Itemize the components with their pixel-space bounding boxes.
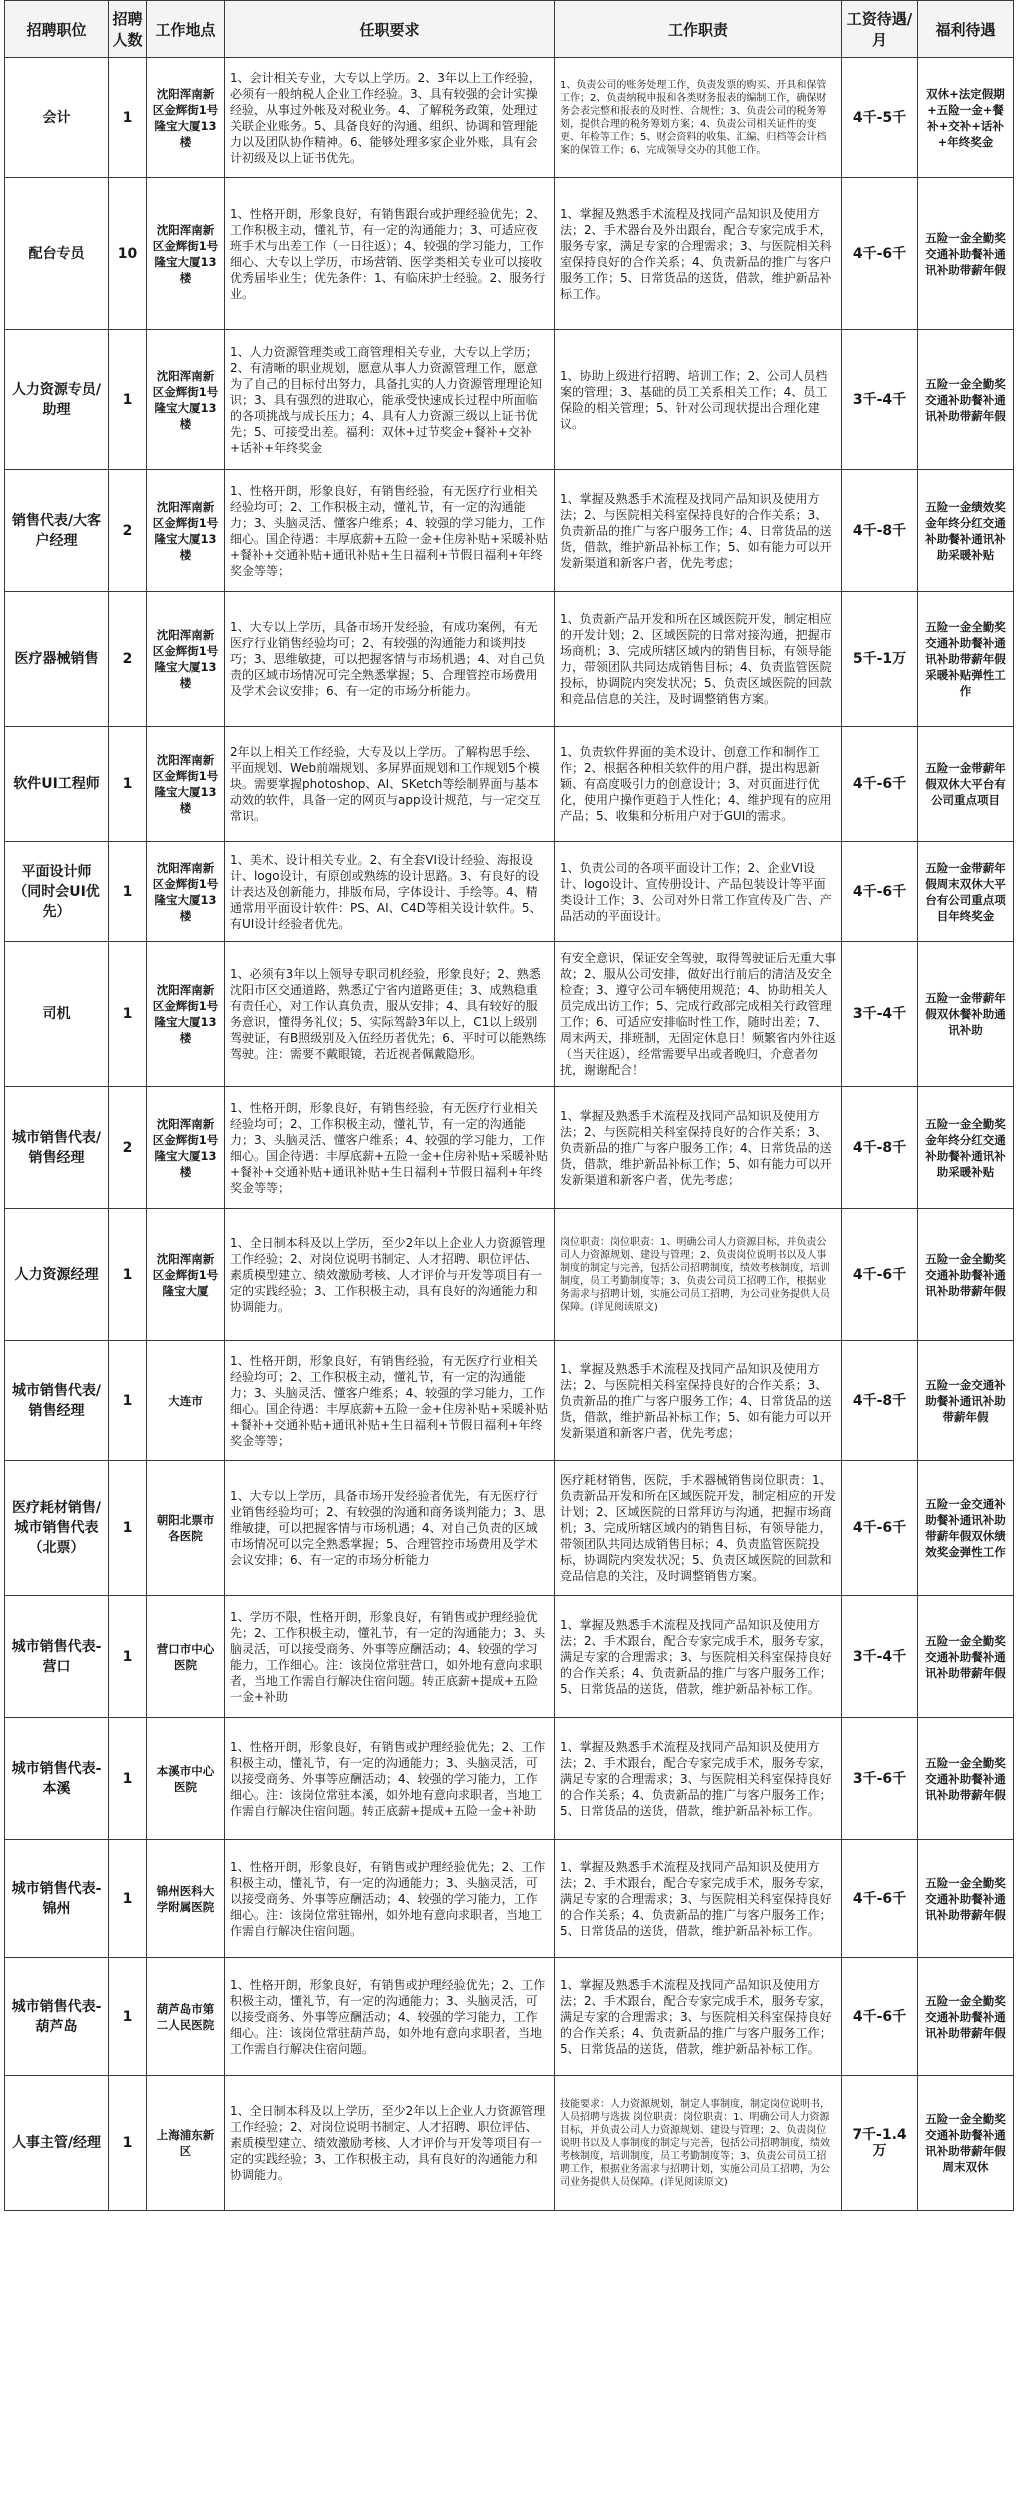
job-location: 沈阳浑南新区金辉街1号隆宝大厦 bbox=[147, 1209, 225, 1341]
job-count: 1 bbox=[109, 1958, 147, 2076]
job-location: 葫芦岛市第二人民医院 bbox=[147, 1958, 225, 2076]
job-duties: 1、掌握及熟悉手术流程及找同产品知识及使用方法；2、与医院相关科室保持良好的合作关系；3、负责新品的推广与客户服务工作；4、日常货品的送货，借款，维护新品补标工作；5、如有能力可以开发新渠道和新客户者，优先考虑； bbox=[555, 1087, 842, 1209]
job-count: 1 bbox=[109, 58, 147, 178]
job-benefits: 五险一金全勤奖交通补助餐补通讯补助带薪年假 bbox=[918, 330, 1014, 470]
job-duties: 岗位职责：岗位职责：1、明确公司人力资源目标，并负责公司人力资源规划、建设与管理；2、负责岗位说明书以及人事制度的制定与完善，包括公司招聘制度，绩效考核制度，培训制度，员工考勤制度等；3、负责公司员工招聘工作，根据业务需求与招聘计划，实施公司员工招聘，为公司业务提供人员保障。(详见阅读原文) bbox=[555, 1209, 842, 1341]
job-position: 城市销售代表/销售经理 bbox=[5, 1341, 109, 1461]
job-benefits: 五险一金全勤奖金年终分红交通补助餐补通讯补助采暖补贴 bbox=[918, 1087, 1014, 1209]
job-requirements: 1、性格开朗，形象良好，有销售或护理经验优先；2、工作积极主动，懂礼节，有一定的沟通能力；3、头脑灵活，可以接受商务、外事等应酬活动；4、较强的学习能力，工作细心。注：该岗位常驻锦州，如外地有意向求职者，当地工作需自行解决住宿问题。 bbox=[225, 1840, 555, 1958]
job-position: 人力资源专员/助理 bbox=[5, 330, 109, 470]
job-count: 1 bbox=[109, 727, 147, 842]
table-row bbox=[5, 842, 1014, 942]
job-requirements: 1、性格开朗，形象良好，有销售跟台或护理经验优先；2、工作积极主动，懂礼节，有一定的沟通能力；3、可适应夜班手术与出差工作（一日往返）；4、较强的学习能力，工作细心、大专以上学历，市场营销、医学类相关专业可以接收优秀届毕业生；优先条件：1、有临床护士经验。2、服务行业。 bbox=[225, 178, 555, 330]
job-salary: 3千-6千 bbox=[842, 1718, 918, 1840]
job-requirements: 1、学历不限，性格开朗，形象良好，有销售或护理经验优先；2、工作积极主动，懂礼节，有一定的沟通能力；3、头脑灵活，可以接受商务、外事等应酬活动；4、较强的学习能力，工作细心。注：该岗位常驻营口，如外地有意向求职者，当地工作需自行解决住宿问题。转正底薪+提成+五险一金+补助 bbox=[225, 1596, 555, 1718]
job-salary: 4千-6千 bbox=[842, 1209, 918, 1341]
job-location: 上海浦东新区 bbox=[147, 2076, 225, 2211]
table-row bbox=[5, 2076, 1014, 2211]
job-requirements: 1、美术、设计相关专业。2、有全套VI设计经验、海报设计、logo设计，有原创或熟练的设计思路。3、有良好的设计表达及创新能力，排版布局，字体设计、手绘等。4、精通常用平面设计软件：PS、AI、C4D等相关设计软件。5、有UI设计经验者优先。 bbox=[225, 842, 555, 942]
job-location: 锦州医科大学附属医院 bbox=[147, 1840, 225, 1958]
job-location: 本溪市中心医院 bbox=[147, 1718, 225, 1840]
table-row bbox=[5, 1461, 1014, 1596]
job-count: 2 bbox=[109, 470, 147, 592]
table-row bbox=[5, 58, 1014, 178]
job-duties: 1、掌握及熟悉手术流程及找同产品知识及使用方法；2、手术器台及外出跟台，配合专家完成手术，服务专家，满足专家的合理需求；3、与医院相关科室保持良好的合作关系；4、负责新品的推广与客户服务工作；5、日常货品的送货，借款，维护新品补标工作。 bbox=[555, 178, 842, 330]
header-duties: 工作职责 bbox=[555, 1, 842, 58]
job-duties: 1、负责软件界面的美术设计、创意工作和制作工作；2、根据各种相关软件的用户群，提出构思新颖、有高度吸引力的创意设计；3、对页面进行优化，使用户操作更趋于人性化；4、维护现有的应用产品；5、收集和分析用户对于GUI的需求。 bbox=[555, 727, 842, 842]
job-location: 沈阳浑南新区金辉街1号隆宝大厦13楼 bbox=[147, 470, 225, 592]
table-row bbox=[5, 1718, 1014, 1840]
job-duties: 1、掌握及熟悉手术流程及找同产品知识及使用方法；2、手术跟台，配合专家完成手术，服务专家，满足专家的合理需求；3、与医院相关科室保持良好的合作关系；4、负责新品的推广与客户服务工作；5、日常货品的送货，借款，维护新品补标工作。 bbox=[555, 1958, 842, 2076]
job-count: 1 bbox=[109, 1718, 147, 1840]
job-salary: 3千-4千 bbox=[842, 1596, 918, 1718]
header-benefits: 福利待遇 bbox=[918, 1, 1014, 58]
job-position: 城市销售代表-本溪 bbox=[5, 1718, 109, 1840]
job-position: 平面设计师（同时会UI优先） bbox=[5, 842, 109, 942]
table-row bbox=[5, 1958, 1014, 2076]
table-row bbox=[5, 727, 1014, 842]
job-count: 10 bbox=[109, 178, 147, 330]
header-location: 工作地点 bbox=[147, 1, 225, 58]
job-location: 朝阳北票市各医院 bbox=[147, 1461, 225, 1596]
job-count: 2 bbox=[109, 592, 147, 727]
recruitment-table bbox=[4, 0, 1014, 2211]
table-row bbox=[5, 1596, 1014, 1718]
job-count: 1 bbox=[109, 1341, 147, 1461]
header-position: 招聘职位 bbox=[5, 1, 109, 58]
job-salary: 4千-8千 bbox=[842, 470, 918, 592]
job-salary: 7千-1.4万 bbox=[842, 2076, 918, 2211]
job-requirements: 2年以上相关工作经验，大专及以上学历。了解构思手绘、平面规划、Web前端规划、多屏界面规划和工作规划5个模块。需要掌握photoshop、AI、SKetch等绘制界面与基本动效的软件，具备一定的网页与app设计规范，与一定交互常识。 bbox=[225, 727, 555, 842]
job-salary: 4千-6千 bbox=[842, 842, 918, 942]
job-position: 医疗器械销售 bbox=[5, 592, 109, 727]
job-benefits: 五险一金全勤奖交通补助餐补通讯补助带薪年假 bbox=[918, 1596, 1014, 1718]
job-benefits: 五险一金全勤奖交通补助餐补通讯补助带薪年假 bbox=[918, 1209, 1014, 1341]
job-requirements: 1、性格开朗，形象良好，有销售经验，有无医疗行业相关经验均可；2、工作积极主动，懂礼节，有一定的沟通能力；3、头脑灵活、懂客户维系；4、较强的学习能力，工作细心。国企待遇：丰厚底薪+五险一金+住房补贴+采暖补贴+餐补+交通补贴+通讯补贴+生日福利+节假日福利+年终奖金等等； bbox=[225, 1341, 555, 1461]
job-salary: 3千-4千 bbox=[842, 330, 918, 470]
job-position: 医疗耗材销售/城市销售代表（北票） bbox=[5, 1461, 109, 1596]
job-location: 沈阳浑南新区金辉街1号隆宝大厦13楼 bbox=[147, 330, 225, 470]
job-benefits: 五险一金全勤奖交通补助餐补通讯补助带薪年假周末双休 bbox=[918, 2076, 1014, 2211]
job-position: 软件UI工程师 bbox=[5, 727, 109, 842]
job-position: 配台专员 bbox=[5, 178, 109, 330]
job-requirements: 1、必须有3年以上领导专职司机经验，形象良好；2、熟悉沈阳市区交通道路，熟悉辽宁省内道路更佳；3、成熟稳重有责任心，对工作认真负责，服从安排；4、具有较好的服务意识，懂得务礼仪；5、实际驾龄3年以上，C1以上级别驾驶证，有B照级别及入伍经历者优先；6、平时可以能熟练驾驶。注：需要不戴眼镜，若近视者佩戴隐形。 bbox=[225, 942, 555, 1087]
job-position: 销售代表/大客户经理 bbox=[5, 470, 109, 592]
table-row bbox=[5, 1840, 1014, 1958]
table-row bbox=[5, 1087, 1014, 1209]
job-salary: 4千-6千 bbox=[842, 727, 918, 842]
table-row bbox=[5, 470, 1014, 592]
job-benefits: 五险一金全勤奖交通补助餐补通讯补助带薪年假 bbox=[918, 1958, 1014, 2076]
job-benefits: 五险一金绩效奖金年终分红交通补助餐补通讯补助采暖补贴 bbox=[918, 470, 1014, 592]
job-benefits: 五险一金交通补助餐补通讯补助带薪年假双休绩效奖金弹性工作 bbox=[918, 1461, 1014, 1596]
header-salary: 工资待遇/月 bbox=[842, 1, 918, 58]
job-count: 1 bbox=[109, 942, 147, 1087]
job-location: 沈阳浑南新区金辉街1号隆宝大厦13楼 bbox=[147, 178, 225, 330]
job-benefits: 五险一金带薪年假双休餐补助通讯补助 bbox=[918, 942, 1014, 1087]
job-requirements: 1、性格开朗，形象良好，有销售经验，有无医疗行业相关经验均可；2、工作积极主动，懂礼节，有一定的沟通能力；3、头脑灵活、懂客户维系；4、较强的学习能力，工作细心。国企待遇：丰厚底薪+五险一金+住房补贴+采暖补贴+餐补+交通补贴+通讯补贴+生日福利+节假日福利+年终奖金等等； bbox=[225, 470, 555, 592]
job-salary: 4千-6千 bbox=[842, 1958, 918, 2076]
job-salary: 4千-8千 bbox=[842, 1341, 918, 1461]
job-position: 人事主管/经理 bbox=[5, 2076, 109, 2211]
job-salary: 4千-6千 bbox=[842, 1461, 918, 1596]
job-benefits: 双休+法定假期+五险一金+餐补+交补+话补+年终奖金 bbox=[918, 58, 1014, 178]
job-salary: 4千-8千 bbox=[842, 1087, 918, 1209]
job-count: 1 bbox=[109, 1840, 147, 1958]
job-position: 城市销售代表-锦州 bbox=[5, 1840, 109, 1958]
job-requirements: 1、全日制本科及以上学历，至少2年以上企业人力资源管理工作经验；2、对岗位说明书制定、人才招聘、职位评估、素质模型建立、绩效激励考核、人才评价与开发等项目有一定的实践经验；3、工作积极主动，具有良好的沟通能力和协调能力。 bbox=[225, 2076, 555, 2211]
job-location: 营口市中心医院 bbox=[147, 1596, 225, 1718]
job-salary: 4千-6千 bbox=[842, 1840, 918, 1958]
table-row bbox=[5, 1341, 1014, 1461]
job-duties: 1、负责公司的各项平面设计工作；2、企业VI设计、logo设计、宣传册设计、产品包装设计等平面类设计工作；3、公司对外日常工作宣传及广告、产品活动的平面设计。 bbox=[555, 842, 842, 942]
job-requirements: 1、性格开朗，形象良好，有销售经验，有无医疗行业相关经验均可；2、工作积极主动，懂礼节，有一定的沟通能力；3、头脑灵活、懂客户维系；4、较强的学习能力，工作细心。国企待遇：丰厚底薪+五险一金+住房补贴+采暖补贴+餐补+交通补贴+通讯补贴+生日福利+节假日福利+年终奖金等等； bbox=[225, 1087, 555, 1209]
table-row bbox=[5, 330, 1014, 470]
job-count: 1 bbox=[109, 330, 147, 470]
job-duties: 1、掌握及熟悉手术流程及找同产品知识及使用方法；2、手术跟台，配合专家完成手术，服务专家，满足专家的合理需求；3、与医院相关科室保持良好的合作关系；4、负责新品的推广与客户服务工作；5、日常货品的送货，借款，维护新品补标工作。 bbox=[555, 1840, 842, 1958]
job-requirements: 1、大专以上学历，具备市场开发经验，有成功案例，有无医疗行业销售经验均可；2、有较强的沟通能力和谈判技巧；3、思维敏捷，可以把握客情与市场机遇；4、对自己负责的区域市场情况可完全熟悉掌握；5、合理管控市场费用及学术会议安排；6、有一定的市场分析能力。 bbox=[225, 592, 555, 727]
table-row bbox=[5, 178, 1014, 330]
job-duties: 1、负责公司的账务处理工作，负责发票的购买、开具和保管工作；2、负责纳税申报和各类财务报表的编制工作，确保财务会表完整和报表的及时性、合规性；3、负责公司的税务筹划，提供合理的税务筹划方案；4、负责公司相关证件的变更、年检等工作；5、财会资料的收集、汇编、归档等会计档案的保管工作；6、完成领导交办的其他工作。 bbox=[555, 58, 842, 178]
job-benefits: 五险一金全勤奖交通补助餐补通讯补助带薪年假 bbox=[918, 1840, 1014, 1958]
job-duties: 1、掌握及熟悉手术流程及找同产品知识及使用方法；2、与医院相关科室保持良好的合作关系；3、负责新品的推广与客户服务工作；4、日常货品的送货，借款，维护新品补标工作；5、如有能力可以开发新渠道和新客户者，优先考虑； bbox=[555, 1341, 842, 1461]
job-duties: 有安全意识，保证安全驾驶，取得驾驶证后无重大事故；2、服从公司安排，做好出行前后的清洁及安全检查；3、遵守公司车辆使用规范；4、协助相关人员完成出访工作；5、完成行政部完成相关行政管理工作；6、可适应安排临时性工作，随时出差；7、周末两天，排班制，无固定休息日！频繁省内外往返（当天往返），经常需要早出或者晚归，介意者勿扰，谢谢配合！ bbox=[555, 942, 842, 1087]
job-count: 1 bbox=[109, 1596, 147, 1718]
job-requirements: 1、大专以上学历，具备市场开发经验者优先，有无医疗行业销售经验均可；2、有较强的沟通和商务谈判能力；3、思维敏捷，可以把握客情与市场机遇；4、对自己负责的区域市场情况可以完全熟悉掌握；5、合理管控市场费用及学术会议安排；6、有一定的市场分析能力 bbox=[225, 1461, 555, 1596]
job-count: 1 bbox=[109, 1461, 147, 1596]
job-salary: 4千-5千 bbox=[842, 58, 918, 178]
job-benefits: 五险一金交通补助餐补通讯补助带薪年假 bbox=[918, 1341, 1014, 1461]
job-location: 大连市 bbox=[147, 1341, 225, 1461]
job-count: 1 bbox=[109, 2076, 147, 2211]
job-position: 会计 bbox=[5, 58, 109, 178]
job-location: 沈阳浑南新区金辉街1号隆宝大厦13楼 bbox=[147, 1087, 225, 1209]
header-count: 招聘人数 bbox=[109, 1, 147, 58]
job-count: 1 bbox=[109, 842, 147, 942]
job-salary: 4千-6千 bbox=[842, 178, 918, 330]
job-duties: 技能要求：人力资源规划，制定人事制度，制定岗位说明书，人员招聘与选拔 岗位职责：岗位职责：1、明确公司人力资源目标，并负责公司人力资源规划、建设与管理；2、负责岗位说明书以及人事制度的制定与完善，包括公司招聘制度，绩效考核制度，培训制度，员工考勤制度等；3、负责公司员工招聘工作，根据业务需求与招聘计划，实施公司员工招聘，为公司业务提供人员保障。(详见阅读原文) bbox=[555, 2076, 842, 2211]
job-benefits: 五险一金全勤奖交通补助餐补通讯补助带薪年假 bbox=[918, 1718, 1014, 1840]
job-duties: 1、掌握及熟悉手术流程及找同产品知识及使用方法；2、与医院相关科室保持良好的合作关系；3、负责新品的推广与客户服务工作；4、日常货品的送货，借款，维护新品补标工作；5、如有能力可以开发新渠道和新客户者，优先考虑； bbox=[555, 470, 842, 592]
table-row bbox=[5, 1209, 1014, 1341]
job-duties: 1、负责新产品开发和所在区域医院开发，制定相应的开发计划；2、区域医院的日常对接沟通，把握市场商机；3、完成所辖区域内的销售目标，有领导能力，带领团队共同达成销售目标；4、负责监管医院投标，协调院内突发状况；5、负责区域医院的回款和竞品信息的关注，及时调整销售方案。 bbox=[555, 592, 842, 727]
job-location: 沈阳浑南新区金辉街1号隆宝大厦13楼 bbox=[147, 58, 225, 178]
job-requirements: 1、人力资源管理类或工商管理相关专业，大专以上学历；2、有清晰的职业规划，愿意从事人力资源管理工作，愿意为了自己的目标付出努力，具备扎实的人力资源管理理论知识；3、具有强烈的进取心，能承受快速成长过程中所面临的各项挑战与成长压力；4、具有人力资源三级以上证书优先；5、可接受出差。福利：双休+过节奖金+餐补+交补+话补+年终奖金 bbox=[225, 330, 555, 470]
job-position: 城市销售代表/销售经理 bbox=[5, 1087, 109, 1209]
job-requirements: 1、性格开朗，形象良好，有销售或护理经验优先；2、工作积极主动，懂礼节，有一定的沟通能力；3、头脑灵活，可以接受商务、外事等应酬活动；4、较强的学习能力，工作细心。注：该岗位常驻本溪，如外地有意向求职者，当地工作需自行解决住宿问题。转正底薪+提成+五险一金+补助 bbox=[225, 1718, 555, 1840]
job-location: 沈阳浑南新区金辉街1号隆宝大厦13楼 bbox=[147, 592, 225, 727]
job-location: 沈阳浑南新区金辉街1号隆宝大厦13楼 bbox=[147, 942, 225, 1087]
job-location: 沈阳浑南新区金辉街1号隆宝大厦13楼 bbox=[147, 727, 225, 842]
job-salary: 3千-4千 bbox=[842, 942, 918, 1087]
job-duties: 医疗耗材销售，医院，手术器械销售岗位职责：1、负责新品开发和所在区域医院开发，制定相应的开发计划；2、区域医院的日常拜访与沟通，把握市场商机；3、完成所辖区域内的销售目标，有领导能力，带领团队共同达成销售目标；4、负责监管医院投标，协调院内突发状况；5、负责区域医院的回款和竞品信息的关注，及时调整销售方案。 bbox=[555, 1461, 842, 1596]
header-requirements: 任职要求 bbox=[225, 1, 555, 58]
job-requirements: 1、性格开朗，形象良好，有销售或护理经验优先；2、工作积极主动，懂礼节，有一定的沟通能力；3、头脑灵活，可以接受商务、外事等应酬活动；4、较强的学习能力，工作细心。注：该岗位常驻葫芦岛，如外地有意向求职者，当地工作需自行解决住宿问题。 bbox=[225, 1958, 555, 2076]
job-salary: 5千-1万 bbox=[842, 592, 918, 727]
job-requirements: 1、全日制本科及以上学历，至少2年以上企业人力资源管理工作经验；2、对岗位说明书制定、人才招聘、职位评估、素质模型建立、绩效激励考核、人才评价与开发等项目有一定的实践经验；3、工作积极主动，具有良好的沟通能力和协调能力。 bbox=[225, 1209, 555, 1341]
job-position: 城市销售代表-营口 bbox=[5, 1596, 109, 1718]
job-requirements: 1、会计相关专业，大专以上学历。2、3年以上工作经验，必须有一般纳税人企业工作经验。3、具有较强的会计实操经验，从事过外帐及对税业务。4、了解税务政策，处理过关联企业账务。5、具备良好的沟通、组织、协调和管理能力以及团队协作精神。6、能够处理多家企业外账，具有会计初级及以上证书优先。 bbox=[225, 58, 555, 178]
job-duties: 1、掌握及熟悉手术流程及找同产品知识及使用方法；2、手术跟台，配合专家完成手术，服务专家，满足专家的合理需求；3、与医院相关科室保持良好的合作关系；4、负责新品的推广与客户服务工作；5、日常货品的送货，借款，维护新品补标工作。 bbox=[555, 1718, 842, 1840]
job-count: 1 bbox=[109, 1209, 147, 1341]
table-row bbox=[5, 942, 1014, 1087]
job-benefits: 五险一金带薪年假周末双休大平台有公司重点项目年终奖金 bbox=[918, 842, 1014, 942]
job-benefits: 五险一金带薪年假双休大平台有公司重点项目 bbox=[918, 727, 1014, 842]
job-position: 人力资源经理 bbox=[5, 1209, 109, 1341]
job-position: 城市销售代表-葫芦岛 bbox=[5, 1958, 109, 2076]
job-position: 司机 bbox=[5, 942, 109, 1087]
job-benefits: 五险一金全勤奖交通补助餐补通讯补助带薪年假 bbox=[918, 178, 1014, 330]
job-duties: 1、协助上级进行招聘、培训工作；2、公司人员档案的管理；3、基础的员工关系相关工作；4、员工保险的相关管理；5、针对公司现状提出合理化建议。 bbox=[555, 330, 842, 470]
job-duties: 1、掌握及熟悉手术流程及找同产品知识及使用方法；2、手术跟台，配合专家完成手术，服务专家，满足专家的合理需求；3、与医院相关科室保持良好的合作关系；4、负责新品的推广与客户服务工作；5、日常货品的送货，借款，维护新品补标工作。 bbox=[555, 1596, 842, 1718]
table-header-row bbox=[5, 1, 1014, 58]
job-benefits: 五险一金全勤奖交通补助餐补通讯补助带薪年假采暖补贴弹性工作 bbox=[918, 592, 1014, 727]
job-location: 沈阳浑南新区金辉街1号隆宝大厦13楼 bbox=[147, 842, 225, 942]
table-row bbox=[5, 592, 1014, 727]
job-count: 2 bbox=[109, 1087, 147, 1209]
